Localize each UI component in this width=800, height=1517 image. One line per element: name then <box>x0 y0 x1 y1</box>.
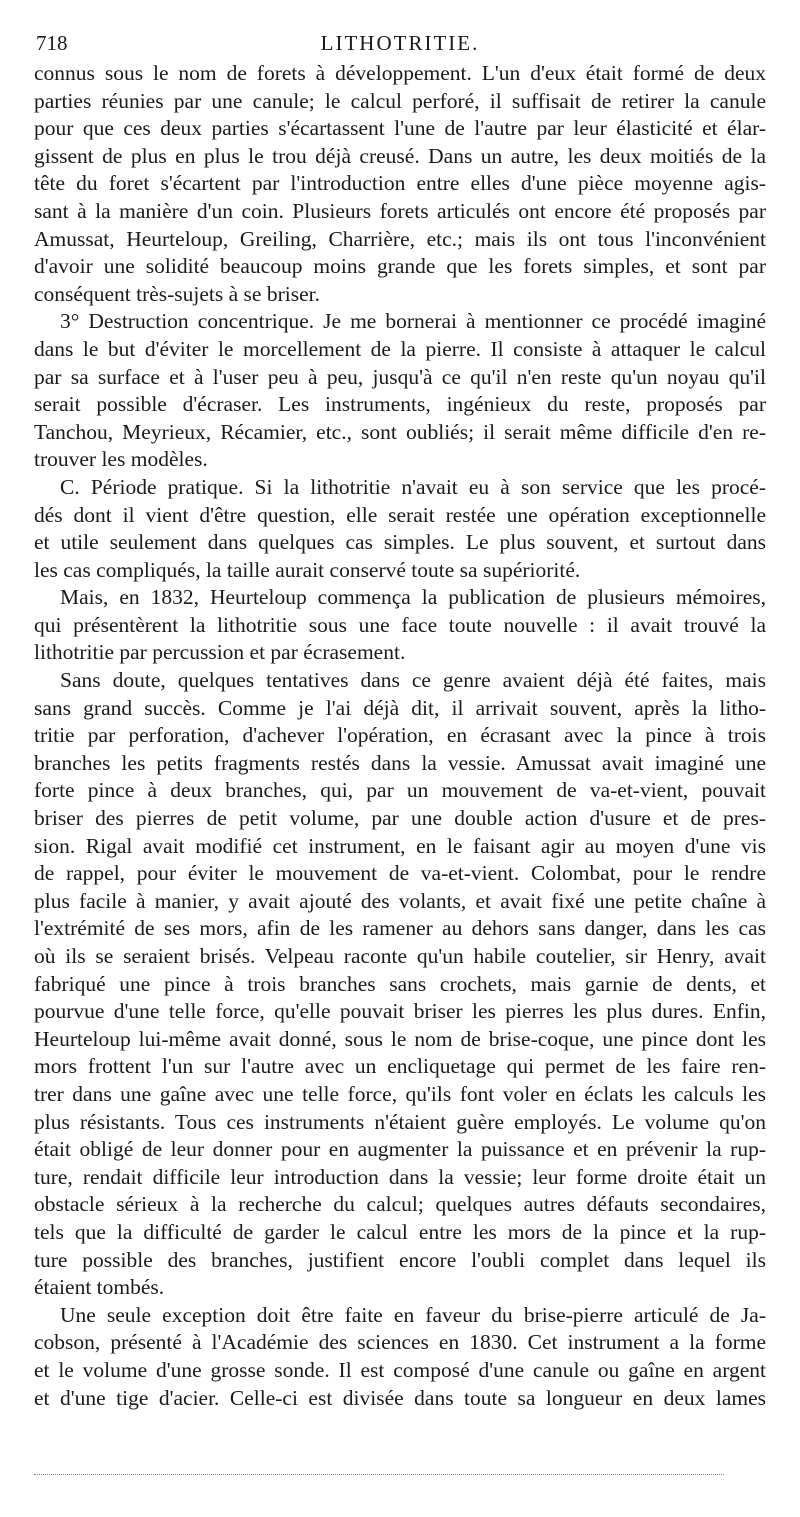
text-line: branches les petits fragments restés dans la vessie. Amussat avait imaginé une <box>34 750 766 775</box>
text-line: 3° Destruction concentrique. Je me bornerai à mentionner ce procédé imaginé <box>60 309 766 334</box>
text-line: mors frottent l'un sur l'autre avec un encliquetage qui permet de les faire ren- <box>34 1054 766 1079</box>
text-line: Heurteloup lui-même avait donné, sous le nom de brise-coque, une pince dont les <box>34 1026 766 1051</box>
text-line: connus sous le nom de forets à développement. L'un d'eux était formé de deux <box>34 61 766 85</box>
text-line: dés dont il vient d'être question, elle serait restée une opération exceptionnelle <box>34 502 766 527</box>
text-line: tels que la difficulté de garder le calcul entre les mors de la pince et la rup- <box>34 1219 766 1244</box>
text-line: l'extrémité de ses mors, afin de les ramener au dehors sans danger, dans les cas <box>34 916 766 941</box>
text-line: et d'une tige d'acier. Celle-ci est divisée dans toute sa longueur en deux lames <box>34 1385 766 1410</box>
text-line: les cas compliqués, la taille aurait conservé toute sa supériorité. <box>34 557 581 582</box>
text-line: de rappel, pour éviter le mouvement de va-et-vient. Colombat, pour le rendre <box>34 861 766 886</box>
text-line: ture, rendait difficile leur introduction dans la vessie; leur forme droite était un <box>34 1164 766 1189</box>
text-line: tête du foret s'écartent par l'introduction entre elles d'une pièce moyenne agis- <box>34 171 766 196</box>
text-line: serait possible d'écraser. Les instruments, ingénieux du reste, proposés par <box>34 392 766 417</box>
text-line: plus facile à manier, y avait ajouté des volants, et avait fixé une petite chaîne à <box>34 888 766 913</box>
text-line: tritie par perforation, d'achever l'opération, en écrasant avec la pince à trois <box>34 723 766 748</box>
text-line: sion. Rigal avait modifié cet instrument, en le faisant agir au moyen d'une vis <box>34 833 766 858</box>
text-line: pourvue d'une telle force, qu'elle pouvait briser les pierres les plus dures. Enfin, <box>34 999 766 1024</box>
text-line: plus résistants. Tous ces instruments n'étaient guère employés. Le volume qu'on <box>34 1109 766 1134</box>
text-line: obstacle sérieux à la recherche du calcul; quelques autres défauts secondaires, <box>34 1192 766 1217</box>
text-line: dans le but d'éviter le morcellement de la pierre. Il consiste à attaquer le calcul <box>34 336 766 361</box>
text-line: pour que ces deux parties s'écartassent l'une de l'autre par leur élasticité et élar- <box>34 116 766 141</box>
text-line: trer dans une gaîne avec une telle force, qu'ils font voler en éclats les calculs les <box>34 1081 766 1106</box>
text-line: Mais, en 1832, Heurteloup commença la publication de plusieurs mémoires, <box>60 585 766 610</box>
text-line: Sans doute, quelques tentatives dans ce genre avaient déjà été faites, mais <box>60 668 766 693</box>
text-line: sans grand succès. Comme je l'ai déjà dit, il arrivait souvent, après la litho- <box>34 695 766 720</box>
running-title: LITHOTRITIE. <box>320 31 480 55</box>
text-line: et le volume d'une grosse sonde. Il est composé d'une canule ou gaîne en argent <box>34 1357 766 1382</box>
text-line: d'avoir une solidité beaucoup moins grande que les forets simples, et sont par <box>34 254 766 279</box>
text-line: trouver les modèles. <box>34 447 208 472</box>
text-line: était obligé de leur donner pour en augmenter la puissance et en prévenir la rup- <box>34 1137 766 1162</box>
text-line: étaient tombés. <box>34 1275 165 1300</box>
text-line: qui présentèrent la lithotritie sous une face toute nouvelle : il avait trouvé la <box>34 612 766 637</box>
text-line: gissent de plus en plus le trou déjà creusé. Dans un autre, les deux moitiés de la <box>34 143 766 168</box>
text-line: sant à la manière d'un coin. Plusieurs forets articulés ont encore été proposés par <box>34 198 766 223</box>
footer-rule <box>34 1474 724 1475</box>
text-line: conséquent très-sujets à se briser. <box>34 281 320 306</box>
text-line: Tanchou, Meyrieux, Récamier, etc., sont oubliés; il serait même difficile d'en re- <box>34 419 766 444</box>
text-line: fabriqué une pince à trois branches sans crochets, mais garnie de dents, et <box>34 971 766 996</box>
text-line: Une seule exception doit être faite en faveur du brise-pierre articulé de Ja- <box>60 1302 766 1327</box>
text-line: Amussat, Heurteloup, Greiling, Charrière, etc.; mais ils ont tous l'inconvénient <box>34 226 766 251</box>
text-line: ture possible des branches, justifient encore l'oubli complet dans lequel ils <box>34 1247 766 1272</box>
book-page <box>34 26 766 1412</box>
text-line: où ils se seraient brisés. Velpeau raconte qu'un habile coutelier, sir Henry, avait <box>34 944 766 968</box>
page-number: 718 <box>36 31 68 55</box>
text-line: forte pince à deux branches, qui, par un mouvement de va-et-vient, pouvait <box>34 778 766 803</box>
text-line: parties réunies par une canule; le calcul perforé, il suffisait de retirer la canule <box>34 88 766 113</box>
text-line: lithotritie par percussion et par écrasement. <box>34 640 406 665</box>
text-line: C. Période pratique. Si la lithotritie n'avait eu à son service que les procé- <box>60 474 766 499</box>
body-text <box>34 60 766 1412</box>
text-line: par sa surface et à l'user peu à peu, jusqu'à ce qu'il n'en reste qu'un noyau qu'il <box>34 364 766 389</box>
text-line: et utile seulement dans quelques cas simples. Le plus souvent, et surtout dans <box>34 530 766 555</box>
page-header <box>34 26 766 60</box>
text-line: briser des pierres de petit volume, par une double action d'usure et de pres- <box>34 806 766 831</box>
text-line: cobson, présenté à l'Académie des sciences en 1830. Cet instrument a la forme <box>34 1330 766 1355</box>
